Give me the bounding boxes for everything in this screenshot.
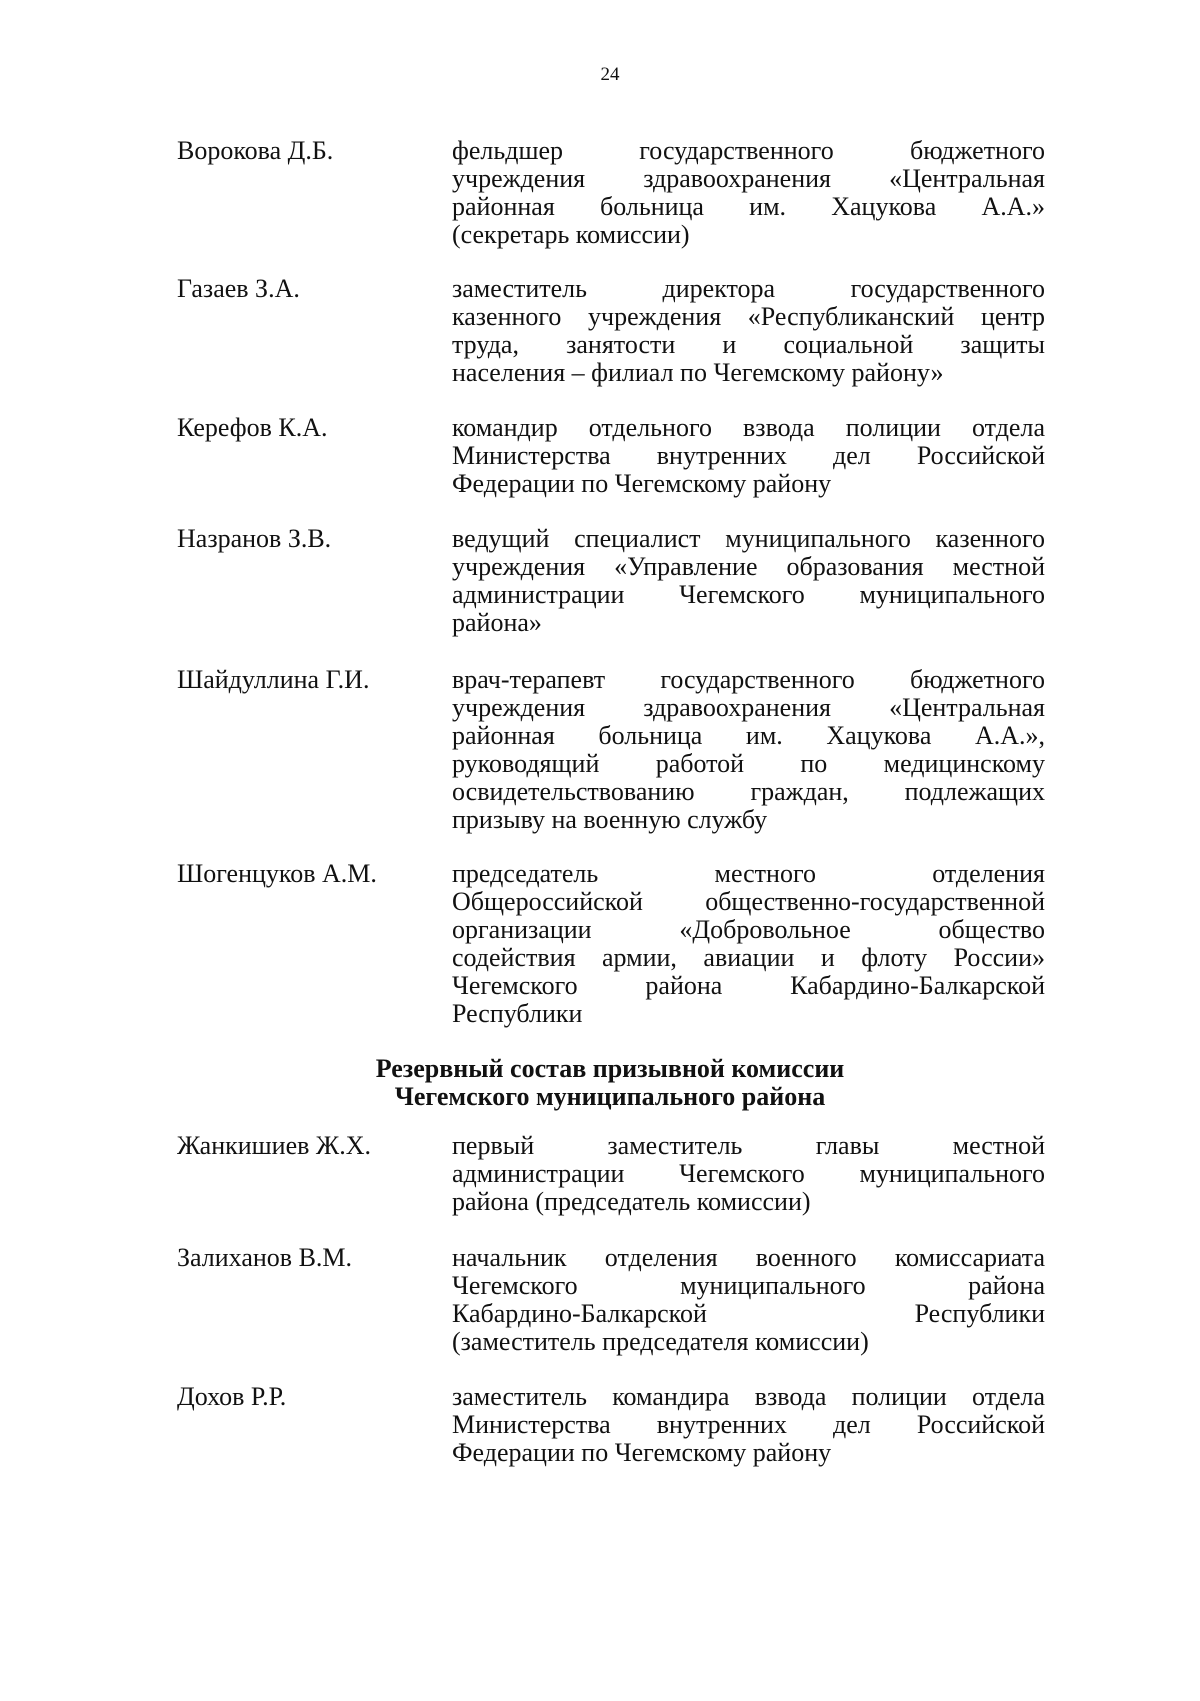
position-line: учреждения здравоохранения «Центральная	[452, 693, 1045, 722]
section-heading-line: Чегемского муниципального района	[394, 1082, 826, 1111]
position-line: населения – филиал по Чегемскому району»	[452, 358, 944, 387]
position-line: Общероссийской общественно-государственной	[452, 887, 1045, 916]
member-position	[452, 525, 1045, 637]
position-line: Федерации по Чегемскому району	[452, 1438, 832, 1467]
position-line: призыву на военную службу	[452, 805, 768, 834]
member-position	[452, 1383, 1045, 1467]
position-line: районная больница им. Хацукова А.А.»	[452, 192, 1045, 221]
position-line: Кабардино-Балкарской Республики	[452, 1299, 1045, 1328]
position-line: районная больница им. Хацукова А.А.»,	[452, 721, 1045, 750]
member-position	[452, 666, 1045, 834]
position-line: начальник отделения военного комиссариата	[452, 1243, 1045, 1272]
position-line: Чегемского района Кабардино-Балкарской	[452, 971, 1045, 1000]
position-line: администрации Чегемского муниципального	[452, 1159, 1045, 1188]
position-line: врач-терапевт государственного бюджетного	[452, 665, 1045, 694]
position-line: Федерации по Чегемскому району	[452, 469, 832, 498]
member-name: Дохов Р.Р.	[177, 1382, 287, 1411]
member-position	[452, 414, 1045, 498]
member-position	[452, 1132, 1045, 1216]
member-name: Назранов З.В.	[177, 524, 332, 553]
position-line: ведущий специалист муниципального казенного	[452, 524, 1045, 553]
position-line: труда, занятости и социальной защиты	[452, 330, 1045, 359]
position-line: Министерства внутренних дел Российской	[452, 441, 1045, 470]
position-line: (заместитель председателя комиссии)	[452, 1327, 869, 1356]
position-line: первый заместитель главы местной	[452, 1131, 1045, 1160]
member-name: Ворокова Д.Б.	[177, 136, 334, 165]
position-line: фельдшер государственного бюджетного	[452, 136, 1045, 165]
member-name: Залиханов В.М.	[177, 1243, 353, 1272]
position-line: освидетельствованию граждан, подлежащих	[452, 777, 1045, 806]
section-heading	[0, 1055, 1200, 1111]
position-line: Республики	[452, 999, 583, 1028]
member-name: Газаев З.А.	[177, 274, 300, 303]
member-name: Керефов К.А.	[177, 413, 328, 442]
position-line: администрации Чегемского муниципального	[452, 580, 1045, 609]
position-line: организации «Добровольное общество	[452, 915, 1045, 944]
position-line: района»	[452, 608, 542, 637]
member-position	[452, 860, 1045, 1028]
position-line: казенного учреждения «Республиканский центр	[452, 302, 1045, 331]
position-line: заместитель командира взвода полиции отдела	[452, 1382, 1045, 1411]
member-position	[452, 1244, 1045, 1356]
member-position	[452, 137, 1045, 249]
member-name: Шайдуллина Г.И.	[177, 665, 370, 694]
position-line: содействия армии, авиации и флоту России»	[452, 943, 1045, 972]
member-position	[452, 275, 1045, 387]
position-line: района (председатель комиссии)	[452, 1187, 811, 1216]
page-number: 24	[600, 64, 620, 85]
position-line: учреждения «Управление образования местной	[452, 552, 1045, 581]
position-line: заместитель директора государственного	[452, 274, 1045, 303]
member-name: Шогенцуков А.М.	[177, 859, 377, 888]
member-name: Жанкишиев Ж.Х.	[177, 1131, 371, 1160]
position-line: председатель местного отделения	[452, 859, 1045, 888]
position-line: руководящий работой по медицинскому	[452, 749, 1045, 778]
position-line: Министерства внутренних дел Российской	[452, 1410, 1045, 1439]
position-line: командир отдельного взвода полиции отдела	[452, 413, 1045, 442]
position-line: (секретарь комиссии)	[452, 220, 690, 249]
section-heading-line: Резервный состав призывной комиссии	[375, 1054, 845, 1083]
position-line: Чегемского муниципального района	[452, 1271, 1045, 1300]
position-line: учреждения здравоохранения «Центральная	[452, 164, 1045, 193]
